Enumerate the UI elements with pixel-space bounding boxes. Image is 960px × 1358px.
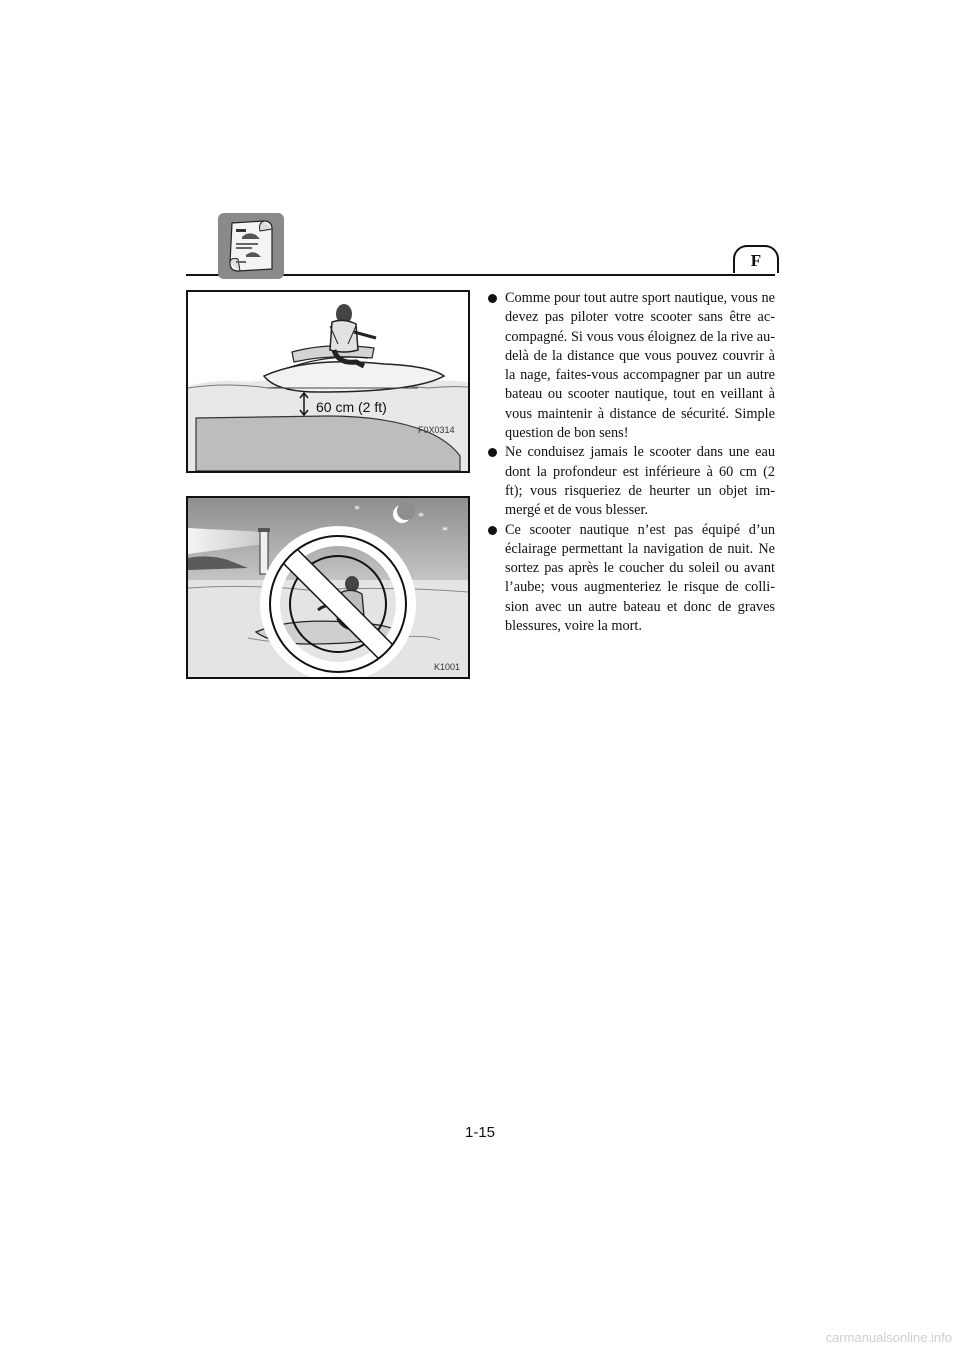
shallow-water-figure — [186, 290, 470, 473]
bullet-text: Ne conduisez jamais le scooter dans une eau dont la profondeur est inférieure à 60 cm (2 ft); vous risqueriez de heurter un objet immergé et de vous blesser. — [505, 444, 775, 519]
bullet-dot-icon — [488, 294, 497, 303]
figure-code: F0X0314 — [418, 425, 455, 435]
figure-code: K1001 — [434, 662, 461, 672]
svg-text:*: * — [442, 523, 448, 537]
svg-text:*: * — [354, 502, 360, 516]
bullet-dot-icon — [488, 448, 497, 457]
depth-label: 60 cm (2 ft) — [316, 399, 387, 415]
bullet-text: Comme pour tout autre sport nautique, vous ne devez pas piloter votre scooter sans être accompagné. Si vous vous éloignez de la rive au-delà de la distance que vous pouvez couvrir à la nage, faites-vous accompagner par un autre bateau ou scooter nautique, tout en veillant à vous maintenir à distance de sécurité. Simple question de bon sens! — [505, 290, 775, 442]
manual-book-icon — [218, 213, 284, 279]
prohibition-sign-icon — [270, 536, 406, 672]
bullet-item — [487, 443, 775, 520]
page-number: 1-15 — [464, 1124, 496, 1141]
no-night-riding-figure — [186, 496, 470, 679]
safety-bullet-list — [487, 289, 775, 636]
bullet-dot-icon — [488, 526, 497, 535]
footer-watermark: carmanualsonline.info — [825, 1330, 952, 1345]
bullet-item — [487, 521, 775, 637]
svg-text:*: * — [418, 509, 424, 523]
bullet-text: Ce scooter nautique n’est pas équipé d’un éclairage permettant la navigation de nuit. Ne sortez pas après le coucher du soleil ou avant l’aube; vous augmenteriez le risque de collision avec un autre bateau et donc de graves blessures, voire la mort. — [505, 521, 775, 635]
bullet-item — [487, 289, 775, 443]
language-badge: F — [733, 245, 779, 273]
